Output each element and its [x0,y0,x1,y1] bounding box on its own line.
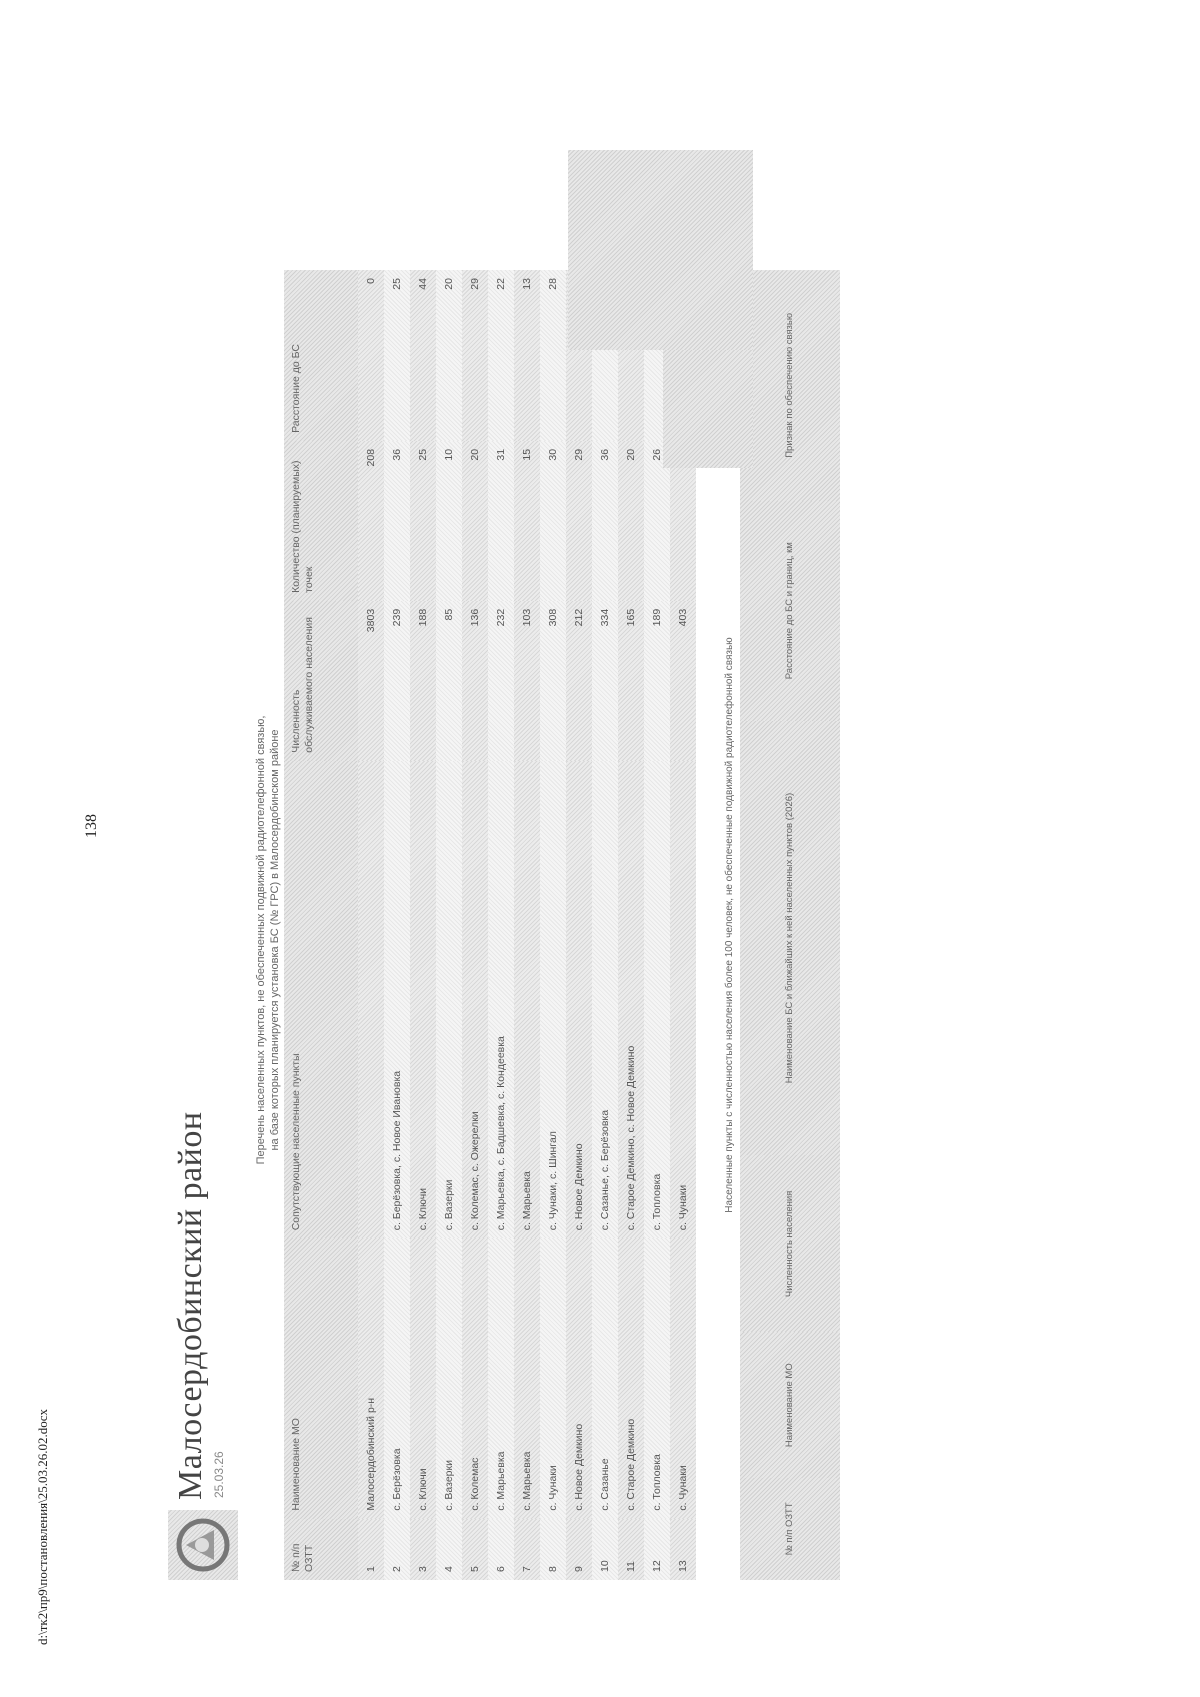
row-number: 11 [618,1519,644,1580]
point-count: 208 [358,441,384,601]
table-row [618,270,644,1580]
settlements [358,761,384,1239]
municipality-name: с. Марьевка [488,1238,514,1518]
summary-header-cell: Наименование МО [784,1363,795,1448]
scan-shaded-block [663,338,753,468]
population: 239 [384,601,410,761]
table-row [462,270,488,1580]
municipality-name: с. Берёзовка [384,1238,410,1518]
settlements: с. Новое Демкино [566,761,592,1239]
scanned-document [168,150,795,1580]
settlements: с. Сазанье, с. Берёзовка [592,761,618,1239]
header-cell: Количество (планируемых) точек [290,460,315,593]
distance: 0 [358,270,384,441]
municipality-name: с. Старое Демкино [618,1238,644,1518]
summary-table [740,270,840,1580]
row-number: 1 [358,1519,384,1580]
header-cell: Расстояние до БС [290,344,302,433]
settlements: с. Вазерки [436,761,462,1239]
distance: 29 [462,270,488,441]
municipality-name: Малосердобинский р-н [358,1238,384,1518]
municipality-name: с. Чунаки [670,1238,696,1518]
summary-header-cell: Численность населения [784,1190,795,1298]
point-count: 26 [644,441,670,601]
document-heading [254,380,282,1500]
population: 308 [540,601,566,761]
population: 85 [436,601,462,761]
row-number: 13 [670,1519,696,1580]
row-number: 10 [592,1519,618,1580]
table-row [358,270,384,1580]
summary-header-cell: № п/п ОЗТТ [784,1502,795,1556]
municipality-name: с. Сазанье [592,1238,618,1518]
table-row [488,270,514,1580]
table-header-row [284,270,358,1580]
summary-header-row [740,270,840,1580]
header-cell: № п/п ОЗТТ [290,1543,315,1572]
settlements: с. Берёзовка, с. Новое Ивановка [384,761,410,1239]
population: 189 [644,601,670,761]
distance: 13 [514,270,540,441]
footer-file-path: d:\тк2\пр9\постановления\25.03.26.02.docx [35,1408,50,1645]
population: 212 [566,601,592,761]
header-cell: Наименование МО [290,1418,302,1511]
distance: 44 [410,270,436,441]
region-title: Малосердобинский район [172,1111,209,1500]
point-count: 15 [514,441,540,601]
point-count: 30 [540,441,566,601]
point-count: 10 [436,441,462,601]
point-count: 20 [618,441,644,601]
summary-heading: Населенные пункты с численностью населения более 100 человек, не обеспеченные подвижной радиотелефонной связью [724,637,735,1213]
municipality-name: с. Новое Демкино [566,1238,592,1518]
distance: 20 [436,270,462,441]
seal-icon [168,1510,238,1580]
settlements: с. Марьевка, с. Бадшевка, с. Кондеевка [488,761,514,1239]
settlements: с. Чунаки, с. Шингал [540,761,566,1239]
municipality-name: с. Марьевка [514,1238,540,1518]
municipality-name: с. Ключи [410,1238,436,1518]
summary-header-cell: Расстояние до БС и границ, км [784,542,795,680]
population: 403 [670,601,696,761]
population: 188 [410,601,436,761]
settlements-table [284,270,696,1580]
settlements: с. Топловка [644,761,670,1239]
distance: 28 [540,270,566,441]
table-row [410,270,436,1580]
municipality-name: с. Чунаки [540,1238,566,1518]
table-row [384,270,410,1580]
municipality-name: с. Колемас [462,1238,488,1518]
municipality-name: с. Вазерки [436,1238,462,1518]
row-number: 7 [514,1519,540,1580]
row-number: 5 [462,1519,488,1580]
table-row [436,270,462,1580]
point-count: 36 [384,441,410,601]
point-count: 31 [488,441,514,601]
header-cell: Сопутствующие населенные пункты [290,1053,302,1231]
population: 165 [618,601,644,761]
population: 103 [514,601,540,761]
settlements: с. Старое Демкино, с. Новое Демкино [618,761,644,1239]
population: 136 [462,601,488,761]
population: 232 [488,601,514,761]
settlements: с. Чунаки [670,761,696,1239]
distance: 25 [384,270,410,441]
row-number: 6 [488,1519,514,1580]
heading-line: на базе которых планируется установка БС (№ ГРС) в Малосердобинском районе [269,729,281,1151]
row-number: 9 [566,1519,592,1580]
row-number: 2 [384,1519,410,1580]
header-cell: Численность обслуживаемого населения [290,617,315,753]
summary-header-cell: Наименование БС и ближайших к ней населенных пунктов (2026) [784,792,795,1084]
row-number: 4 [436,1519,462,1580]
distance: 22 [488,270,514,441]
point-count: 25 [410,441,436,601]
settlements: с. Ключи [410,761,436,1239]
population: 334 [592,601,618,761]
region-date: 25.03.26 [212,1451,226,1498]
table-row [514,270,540,1580]
row-number: 12 [644,1519,670,1580]
row-number: 3 [410,1519,436,1580]
settlements: с. Марьевка [514,761,540,1239]
heading-line: Перечень населенных пунктов, не обеспеченных подвижной радиотелефонной связью, [255,715,267,1165]
logo [168,1510,238,1580]
point-count: 29 [566,441,592,601]
table-row [566,270,592,1580]
settlements: с. Колемас, с. Ожерелки [462,761,488,1239]
table-row [540,270,566,1580]
municipality-name: с. Топловка [644,1238,670,1518]
table-row [592,270,618,1580]
population: 3803 [358,601,384,761]
scan-shaded-block [568,150,753,350]
point-count: 20 [462,441,488,601]
point-count: 36 [592,441,618,601]
page-number: 138 [83,814,100,838]
summary-header-cell: Признак по обеспечению связью [784,313,795,458]
row-number: 8 [540,1519,566,1580]
